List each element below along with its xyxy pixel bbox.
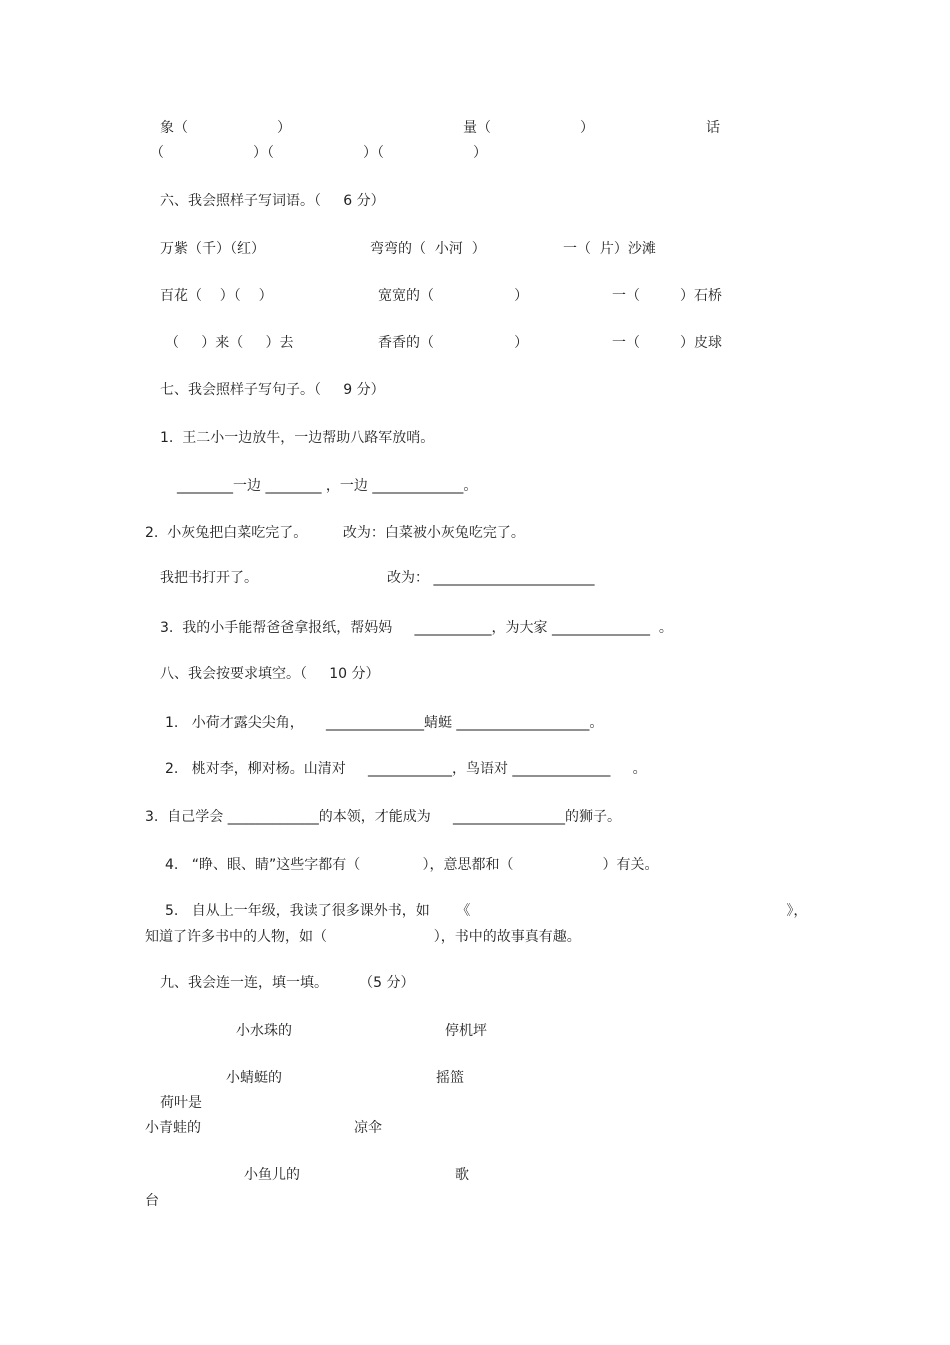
line-8: 百花（ ）（ ） [160, 288, 273, 304]
match-left-2: 小蜻蜓的 [226, 1070, 282, 1086]
line-5: 万紫（千）（红） [160, 241, 265, 257]
match-right-3: 凉伞 [354, 1120, 382, 1136]
line-20: 3. 我的小手能帮爸爸拿报纸，帮妈妈 ___________，为大家 ______________ 。 [160, 620, 673, 636]
line-18: 我把书打开了。 [160, 570, 258, 586]
match-left-1: 小水珠的 [236, 1023, 292, 1039]
line-22: 1. 小荷才露尖尖角， ______________蜻蜓 ___________________。 [165, 715, 604, 731]
line-9: 宽宽的（ ） [378, 288, 529, 304]
line-23: 2. 桃对李，柳对杨。山清对 ____________，鸟语对 ______________ 。 [165, 761, 647, 777]
match-right-4: 歌 [455, 1167, 469, 1183]
section-6-heading: 六、我会照样子写词语。（ 6 分） [160, 193, 385, 209]
line-3: （ ）（ ）（ ） [150, 145, 488, 161]
section-8-heading: 八、我会按要求填空。（ 10 分） [160, 666, 380, 682]
match-left-3: 小青蛙的 [145, 1120, 201, 1136]
line-0: 象（ ） [160, 120, 292, 136]
line-7: 一（ 片）沙滩 [563, 241, 656, 257]
match-right-4-cont: 台 [145, 1193, 159, 1209]
line-2: 话 [706, 120, 720, 136]
match-right-1: 停机坪 [445, 1023, 487, 1039]
line-25: 4. “睁、眼、睛”这些字都有（ ），意思都和（ ）有关。 [165, 857, 659, 873]
line-10: 一（ ）石桥 [612, 288, 723, 304]
line-6: 弯弯的（ 小河 ） [370, 241, 486, 257]
line-26: 5. 自从上一年级，我读了很多课外书，如 《 》， [165, 903, 808, 919]
line-17: 2. 小灰兔把白菜吃完了。 改为：白菜被小灰兔吃完了。 [145, 525, 525, 541]
match-center: 荷叶是 [160, 1095, 202, 1111]
line-19: 改为： _______________________ [387, 570, 595, 586]
section-9-heading: 九、我会连一连，填一填。 （5 分） [160, 975, 415, 991]
match-right-2: 摇篮 [436, 1070, 464, 1086]
line-15: 1. 王二小一边放牛，一边帮助八路军放哨。 [160, 430, 435, 446]
line-24: 3. 自己学会 _____________的本领，才能成为 ________________的狮子。 [145, 809, 621, 825]
line-27: 知道了许多书中的人物，如（ ），书中的故事真有趣。 [145, 929, 581, 945]
line-13: 一（ ）皮球 [612, 335, 723, 351]
match-left-4: 小鱼儿的 [244, 1167, 300, 1183]
line-1: 量（ ） [463, 120, 595, 136]
line-16: ________一边 ________ ，一边 _____________。 [177, 478, 478, 494]
section-7-heading: 七、我会照样子写句子。（ 9 分） [160, 382, 385, 398]
line-12: 香香的（ ） [378, 335, 529, 351]
line-11: （ ）来（ ）去 [165, 335, 294, 351]
